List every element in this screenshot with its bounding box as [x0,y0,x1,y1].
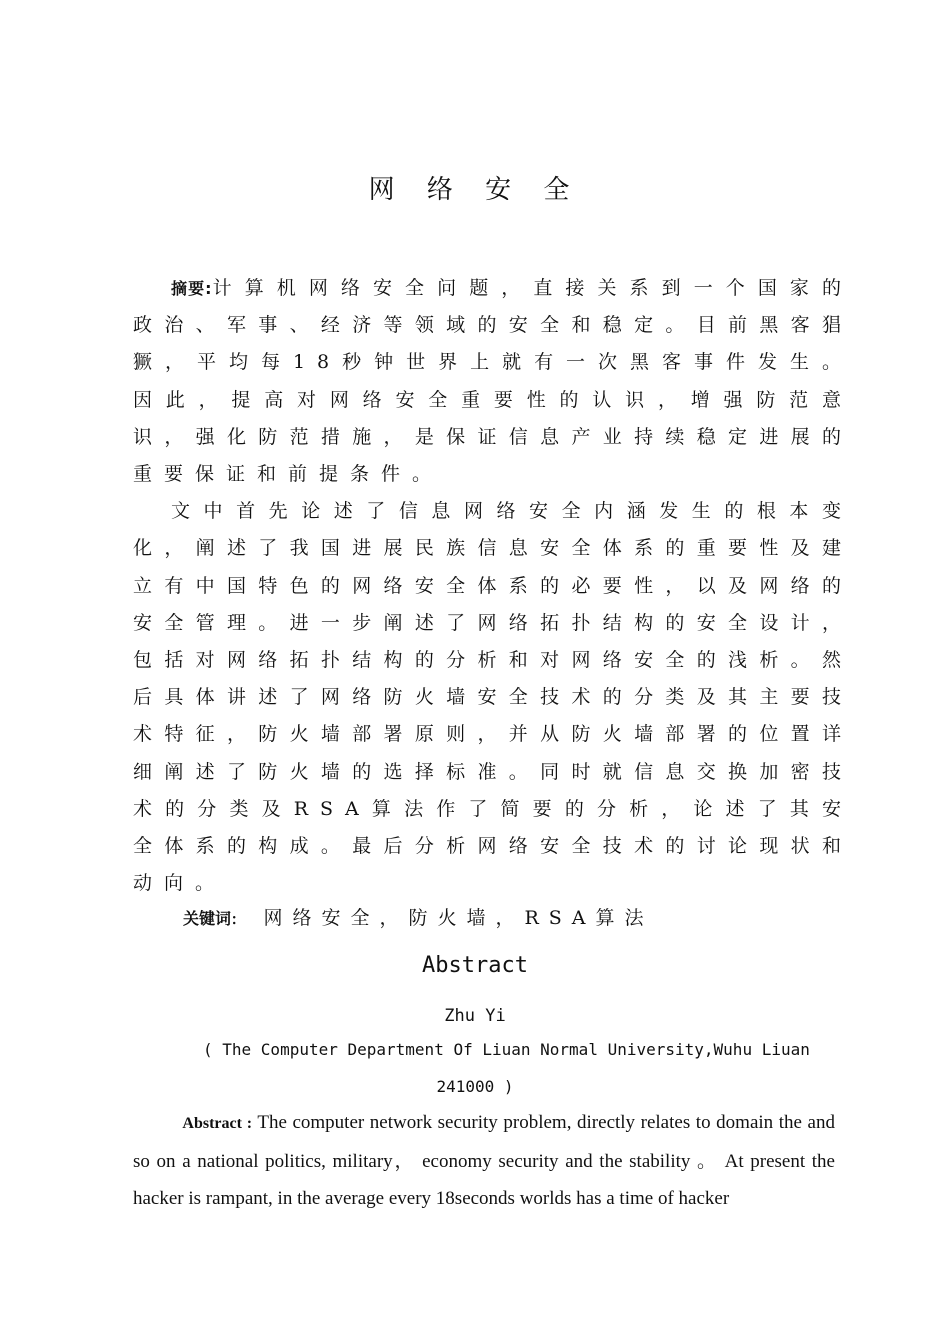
abstract-text-1: 计算机网络安全问题，直接关系到一个国家的政治、军事、经济等领域的安全和稳定。目前黑客猖獗，平均每18秒钟世界上就有一次黑客事件发生。因此，提高对网络安全重要性的认识，增强防范意识，强化防范措施，是保证信息产业持续稳定进展的重要保证和前提条件。 [133,277,853,486]
english-abstract-title: Abstract [422,953,528,978]
chinese-abstract [133,270,853,902]
keywords-label: 关键词 [183,909,232,928]
keywords-separator: : [231,907,248,929]
english-abstract-paragraph [133,1104,835,1218]
author-name: Zhu Yi [444,1006,506,1026]
english-abstract-label: Abstract : [182,1115,253,1132]
english-abstract-text: The computer network security problem, directly relates to domain the and so on a national politics, military， economy security and the stability 。 At present the hacker is rampant, in the average every 18seconds worlds has a time of hacker [133,1112,835,1209]
abstract-paragraph-1 [133,270,853,493]
affiliation-line-2: 241000 ) [436,1077,514,1096]
keywords-line [183,900,863,937]
abstract-paragraph-2: 文中首先论述了信息网络安全内涵发生的根本变化，阐述了我国进展民族信息安全体系的重要性及建立有中国特色的网络安全体系的必要性，以及网络的安全管理。进一步阐述了网络拓扑结构的安全设计，包括对网络拓扑结构的分析和对网络安全的浅析。然后具体讲述了网络防火墙安全技术的分类及其主要技术特征，防火墙部署原则，并从防火墙部署的位置详细阐述了防火墙的选择标准。同时就信息交换加密技术的分类及RSA算法作了简要的分析，论述了其安全体系的构成。最后分析网络安全技术的讨论现状和动向。 [133,500,853,895]
document-title: 网 络 安 全 [368,175,582,205]
english-abstract [133,1104,835,1218]
keywords-text: 网络安全，防火墙，RSA算法 [263,907,654,929]
affiliation-line-1: ( The Computer Department Of Liuan Normal University,Wuhu Liuan [203,1040,810,1059]
abstract-label: 摘要: [171,279,212,298]
